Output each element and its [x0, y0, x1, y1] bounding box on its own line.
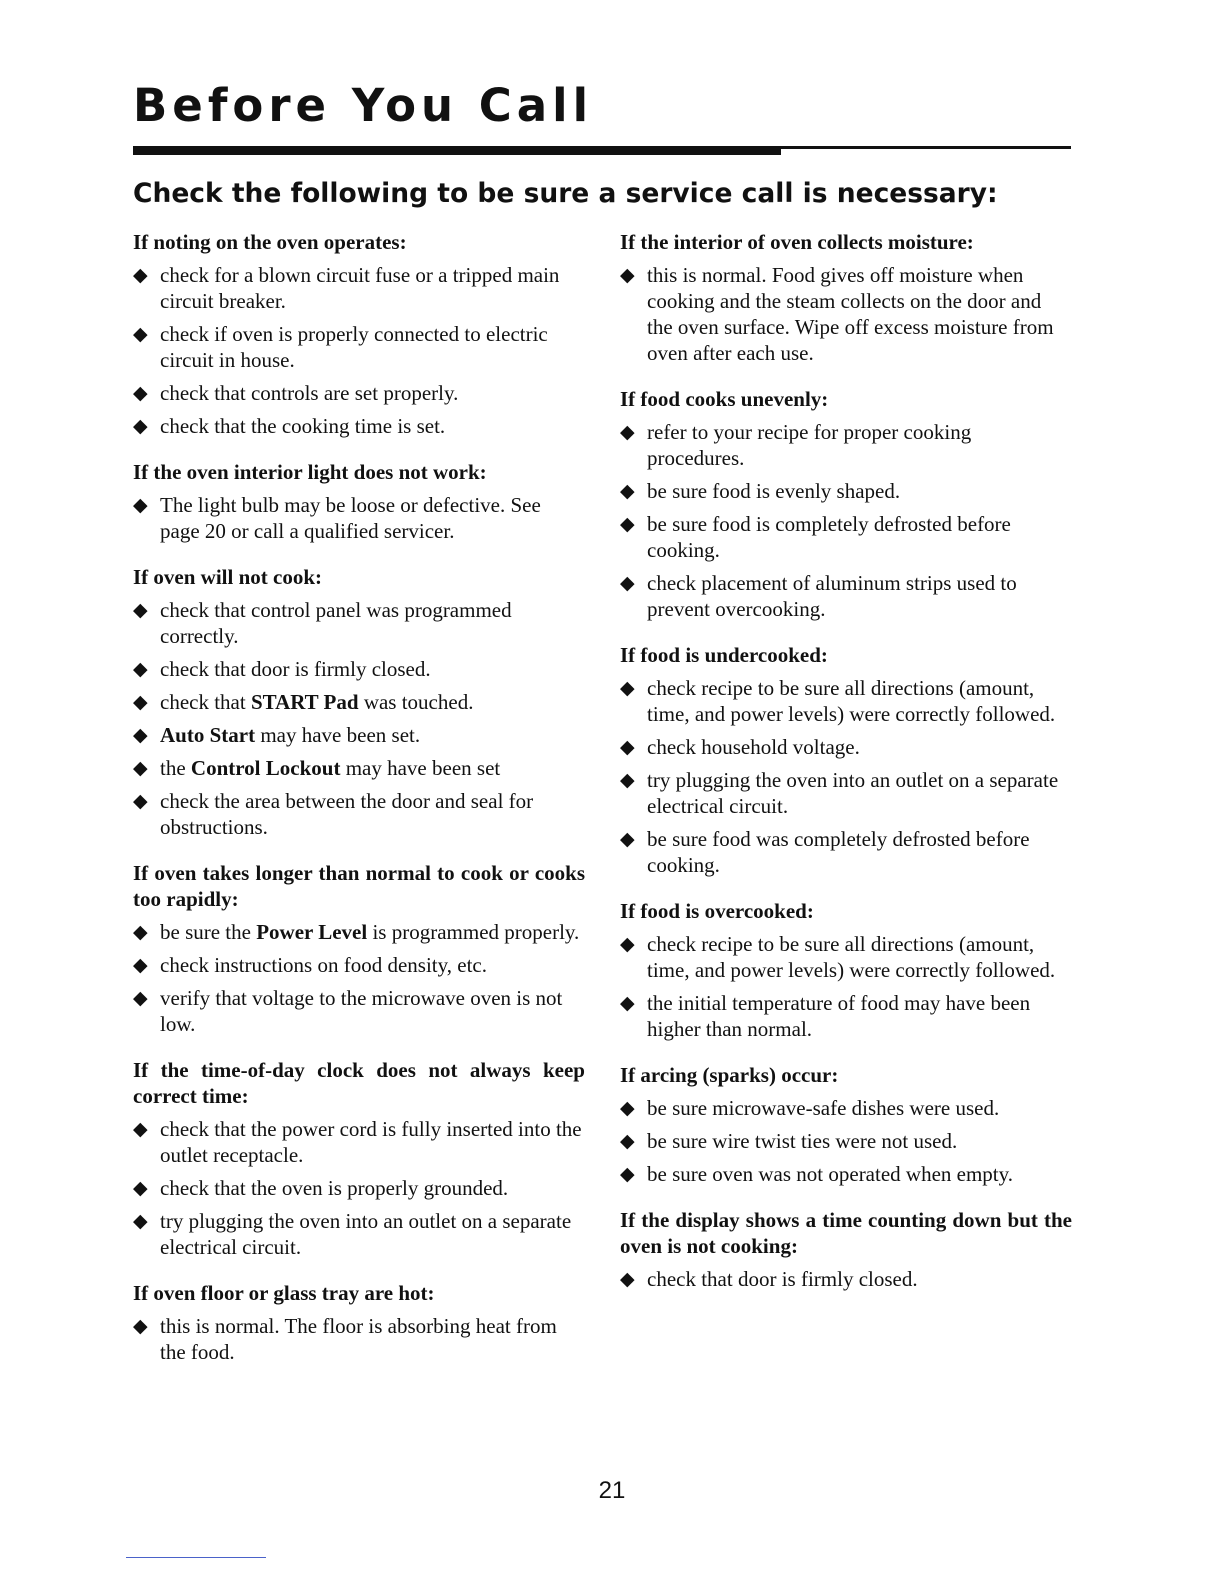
check-list-item-text — [160, 657, 431, 681]
check-list-item-text — [160, 756, 500, 780]
check-list-item-text — [160, 986, 562, 1036]
check-list-item — [620, 478, 1072, 504]
item-text-segment: be sure food is evenly shaped. — [647, 479, 901, 503]
diamond-bullet-icon: ◆ — [133, 264, 148, 286]
check-list — [620, 931, 1072, 1042]
check-list-item-text — [160, 1117, 582, 1167]
diamond-bullet-icon: ◆ — [133, 415, 148, 437]
item-text-segment: may have been set. — [255, 723, 421, 747]
diamond-bullet-icon: ◆ — [133, 1118, 148, 1140]
item-text-segment: be sure microwave-safe dishes were used. — [647, 1096, 1000, 1120]
item-text-segment: may have been set — [340, 756, 501, 780]
diamond-bullet-icon: ◆ — [133, 1177, 148, 1199]
item-text-segment: was touched. — [358, 690, 474, 714]
diamond-bullet-icon: ◆ — [133, 323, 148, 345]
section-heading: If the interior of oven collects moisture: — [620, 230, 974, 254]
check-list — [133, 597, 585, 840]
item-text-segment: be sure wire twist ties were not used. — [647, 1129, 958, 1153]
check-list-item — [133, 788, 585, 840]
check-list-item-text — [160, 493, 541, 543]
check-list-item — [620, 931, 1072, 983]
item-text-segment: check that — [160, 690, 251, 714]
check-list-item — [620, 734, 1072, 760]
troubleshooting-section — [133, 229, 585, 439]
troubleshooting-section — [133, 564, 585, 840]
check-list — [620, 1266, 1072, 1292]
check-list-item — [620, 570, 1072, 622]
check-list-item — [620, 826, 1072, 878]
check-list-item — [133, 689, 585, 715]
check-list-item-text — [160, 723, 420, 747]
item-text-segment: check if oven is properly connected to electric circuit in house. — [160, 322, 548, 372]
check-list-item-text — [647, 735, 860, 759]
item-text-segment: be sure food is completely defrosted before cooking. — [647, 512, 1011, 562]
diamond-bullet-icon: ◆ — [133, 790, 148, 812]
check-list-item — [620, 1266, 1072, 1292]
diamond-bullet-icon: ◆ — [133, 382, 148, 404]
section-heading: If noting on the oven operates: — [133, 230, 407, 254]
page-title: Before You Call — [133, 79, 594, 132]
troubleshooting-section — [620, 386, 1072, 622]
item-text-segment: check instructions on food density, etc. — [160, 953, 487, 977]
diamond-bullet-icon: ◆ — [620, 572, 635, 594]
diamond-bullet-icon: ◆ — [133, 494, 148, 516]
check-list-item-text — [647, 1162, 1013, 1186]
right-column — [620, 229, 1072, 1312]
check-list-item-text — [160, 598, 512, 648]
diamond-bullet-icon: ◆ — [133, 987, 148, 1009]
diamond-bullet-icon: ◆ — [620, 480, 635, 502]
item-text-segment: the — [160, 756, 191, 780]
check-list-item — [133, 919, 585, 945]
check-list — [133, 262, 585, 439]
item-text-segment: check that door is firmly closed. — [647, 1267, 918, 1291]
item-text-segment: check recipe to be sure all directions (amount, time, and power levels) were correctly followed. — [647, 932, 1056, 982]
emphasized-term: Auto Start — [160, 723, 256, 747]
footer-line — [126, 1557, 266, 1558]
diamond-bullet-icon: ◆ — [620, 736, 635, 758]
check-list-item-text — [160, 263, 559, 313]
item-text-segment: refer to your recipe for proper cooking procedures. — [647, 420, 972, 470]
item-text-segment: be sure the — [160, 920, 257, 944]
check-list-item — [133, 492, 585, 544]
item-text-segment: check placement of aluminum strips used to prevent overcooking. — [647, 571, 1017, 621]
check-list-item — [620, 675, 1072, 727]
check-list-item-text — [647, 512, 1011, 562]
diamond-bullet-icon: ◆ — [620, 677, 635, 699]
diamond-bullet-icon: ◆ — [620, 421, 635, 443]
check-list-item-text — [160, 322, 548, 372]
troubleshooting-section — [133, 860, 585, 1037]
troubleshooting-section — [133, 1057, 585, 1260]
item-text-segment: verify that voltage to the microwave oven is not low. — [160, 986, 563, 1036]
section-heading: If the display shows a time counting down but the oven is not cooking: — [620, 1208, 1072, 1258]
item-text-segment: The light bulb may be loose or defective. See page 20 or call a qualified servicer. — [160, 493, 541, 543]
check-list-item — [620, 262, 1072, 366]
item-text-segment: check that the cooking time is set. — [160, 414, 446, 438]
check-list — [133, 1313, 585, 1365]
check-list-item — [133, 722, 585, 748]
diamond-bullet-icon: ◆ — [133, 1210, 148, 1232]
section-heading: If oven floor or glass tray are hot: — [133, 1281, 435, 1305]
check-list-item — [620, 767, 1072, 819]
check-list-item-text — [160, 1314, 557, 1364]
check-list-item-text — [647, 571, 1017, 621]
diamond-bullet-icon: ◆ — [620, 769, 635, 791]
section-heading: If food is undercooked: — [620, 643, 828, 667]
item-text-segment: the initial temperature of food may have been higher than normal. — [647, 991, 1031, 1041]
check-list-item — [133, 656, 585, 682]
check-list-item-text — [647, 1129, 957, 1153]
diamond-bullet-icon: ◆ — [620, 513, 635, 535]
section-heading: If the oven interior light does not work: — [133, 460, 487, 484]
check-list-item — [133, 985, 585, 1037]
check-list — [620, 419, 1072, 622]
check-list-item-text — [647, 991, 1030, 1041]
diamond-bullet-icon: ◆ — [133, 1315, 148, 1337]
check-list-item-text — [160, 920, 579, 944]
check-list — [620, 1095, 1072, 1187]
page-subtitle: Check the following to be sure a service call is necessary: — [133, 178, 998, 209]
page-number: 21 — [598, 1477, 626, 1504]
emphasized-term: Control Lockout — [190, 756, 341, 780]
section-heading: If food cooks unevenly: — [620, 387, 829, 411]
title-rule-thick — [133, 146, 781, 155]
check-list-item — [133, 262, 585, 314]
check-list-item — [620, 1095, 1072, 1121]
diamond-bullet-icon: ◆ — [620, 992, 635, 1014]
check-list-item-text — [647, 1267, 918, 1291]
diamond-bullet-icon: ◆ — [133, 954, 148, 976]
emphasized-term: Power Level — [256, 920, 368, 944]
check-list — [133, 919, 585, 1037]
check-list-item — [133, 597, 585, 649]
left-column — [133, 229, 585, 1385]
check-list-item — [133, 1208, 585, 1260]
diamond-bullet-icon: ◆ — [620, 264, 635, 286]
section-heading: If the time-of-day clock does not always keep correct time: — [133, 1058, 585, 1108]
diamond-bullet-icon: ◆ — [133, 921, 148, 943]
diamond-bullet-icon: ◆ — [620, 828, 635, 850]
check-list-item — [620, 511, 1072, 563]
check-list-item — [620, 419, 1072, 471]
troubleshooting-section — [620, 642, 1072, 878]
item-text-segment: check that the oven is properly grounded. — [160, 1176, 509, 1200]
check-list-item — [620, 990, 1072, 1042]
check-list-item-text — [160, 1176, 508, 1200]
section-heading: If oven takes longer than normal to cook or cooks too rapidly: — [133, 861, 585, 911]
check-list-item-text — [647, 1096, 999, 1120]
check-list-item — [133, 755, 585, 781]
item-text-segment: check household voltage. — [647, 735, 860, 759]
check-list-item — [133, 321, 585, 373]
diamond-bullet-icon: ◆ — [620, 1097, 635, 1119]
check-list-item — [620, 1161, 1072, 1187]
troubleshooting-section — [620, 1062, 1072, 1187]
check-list-item-text — [647, 420, 971, 470]
troubleshooting-section — [133, 459, 585, 544]
check-list — [620, 675, 1072, 878]
check-list-item-text — [647, 768, 1058, 818]
check-list-item-text — [647, 932, 1055, 982]
check-list-item-text — [160, 414, 445, 438]
check-list-item-text — [160, 953, 487, 977]
item-text-segment: check that controls are set properly. — [160, 381, 459, 405]
diamond-bullet-icon: ◆ — [133, 658, 148, 680]
check-list-item-text — [160, 1209, 571, 1259]
item-text-segment: this is normal. Food gives off moisture when cooking and the steam collects on the door and the oven surface. Wipe off excess moisture from oven after each use. — [647, 263, 1054, 365]
check-list-item — [133, 413, 585, 439]
diamond-bullet-icon: ◆ — [620, 1163, 635, 1185]
item-text-segment: this is normal. The floor is absorbing heat from the food. — [160, 1314, 557, 1364]
item-text-segment: check for a blown circuit fuse or a tripped main circuit breaker. — [160, 263, 560, 313]
item-text-segment: check that control panel was programmed correctly. — [160, 598, 512, 648]
troubleshooting-section — [620, 898, 1072, 1042]
check-list — [133, 492, 585, 544]
diamond-bullet-icon: ◆ — [133, 724, 148, 746]
check-list-item-text — [647, 676, 1055, 726]
check-list-item — [133, 1175, 585, 1201]
troubleshooting-section — [620, 229, 1072, 366]
check-list-item-text — [647, 263, 1054, 365]
section-heading: If oven will not cook: — [133, 565, 322, 589]
item-text-segment: be sure food was completely defrosted before cooking. — [647, 827, 1030, 877]
check-list-item — [133, 1313, 585, 1365]
title-rule-thin — [781, 146, 1071, 149]
item-text-segment: be sure oven was not operated when empty. — [647, 1162, 1014, 1186]
item-text-segment: try plugging the oven into an outlet on a separate electrical circuit. — [647, 768, 1059, 818]
check-list-item-text — [160, 789, 533, 839]
diamond-bullet-icon: ◆ — [133, 691, 148, 713]
diamond-bullet-icon: ◆ — [620, 1130, 635, 1152]
diamond-bullet-icon: ◆ — [133, 599, 148, 621]
check-list-item-text — [647, 479, 900, 503]
check-list-item — [133, 952, 585, 978]
section-heading: If arcing (sparks) occur: — [620, 1063, 839, 1087]
check-list — [133, 1116, 585, 1260]
check-list-item — [133, 380, 585, 406]
item-text-segment: try plugging the oven into an outlet on a separate electrical circuit. — [160, 1209, 572, 1259]
item-text-segment: is programmed properly. — [367, 920, 580, 944]
item-text-segment: check recipe to be sure all directions (amount, time, and power levels) were correctly followed. — [647, 676, 1056, 726]
diamond-bullet-icon: ◆ — [620, 933, 635, 955]
check-list-item — [620, 1128, 1072, 1154]
troubleshooting-section — [620, 1207, 1072, 1292]
diamond-bullet-icon: ◆ — [620, 1268, 635, 1290]
section-heading: If food is overcooked: — [620, 899, 814, 923]
emphasized-term: START Pad — [250, 690, 359, 714]
troubleshooting-section — [133, 1280, 585, 1365]
item-text-segment: check that door is firmly closed. — [160, 657, 431, 681]
check-list-item-text — [647, 827, 1030, 877]
check-list-item — [133, 1116, 585, 1168]
item-text-segment: check that the power cord is fully inserted into the outlet receptacle. — [160, 1117, 582, 1167]
check-list-item-text — [160, 690, 473, 714]
item-text-segment: check the area between the door and seal for obstructions. — [160, 789, 534, 839]
diamond-bullet-icon: ◆ — [133, 757, 148, 779]
check-list-item-text — [160, 381, 458, 405]
check-list — [620, 262, 1072, 366]
